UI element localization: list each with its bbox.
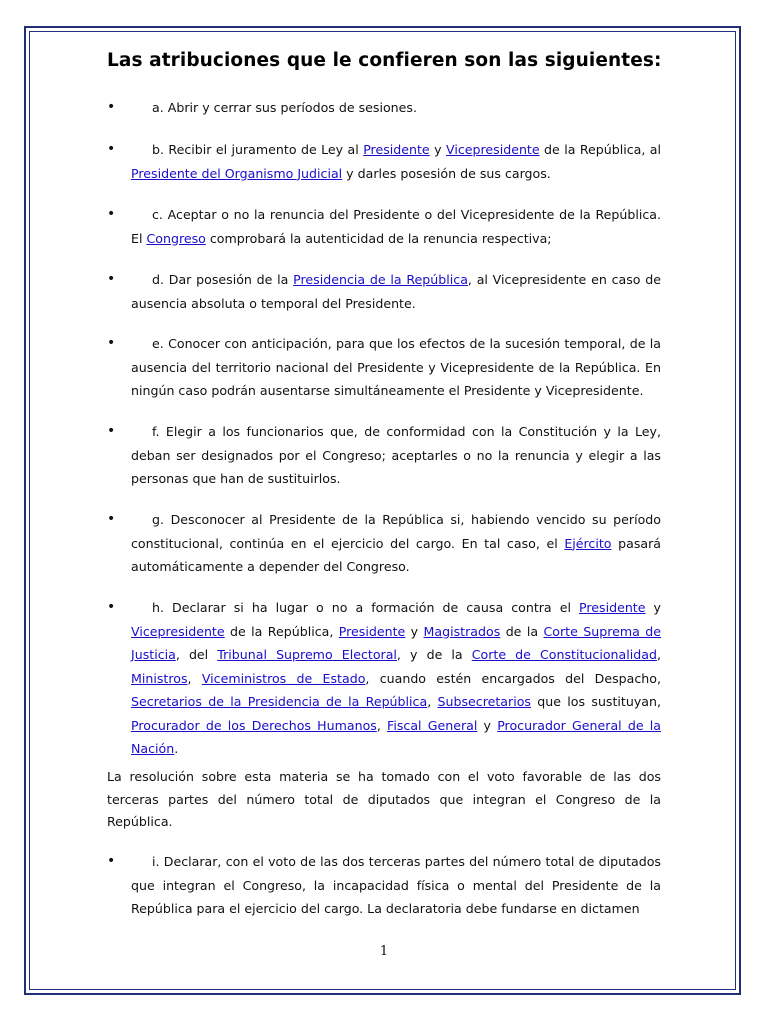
- list-item-text: a. Abrir y cerrar sus períodos de sesiones.: [152, 100, 417, 115]
- list-item-text: e. Conocer con anticipación, para que los efectos de la sucesión temporal, de la ausencia del territorio nacional del Presidente y Vicepresidente de la República. En ningún caso podrán ausentarse simultáneamente el Presidente y Vicepresidente.: [131, 336, 661, 398]
- bullet-icon: •: [107, 423, 116, 439]
- page-title: Las atribuciones que le confieren son las siguientes:: [107, 50, 662, 71]
- link-procurador-general[interactable]: Procurador General de la Nación: [131, 717, 661, 756]
- list-item-text: i. Declarar, con el voto de las dos terceras partes del número total de diputados que integran el Congreso, la incapacidad física o mental del Presidente de la República para el ejercicio del cargo. La declaratoria debe fundarse en dictamen: [131, 854, 661, 916]
- link-presidencia-republica[interactable]: Presidencia de la República: [293, 272, 468, 287]
- link-secretarios-presidencia[interactable]: Secretarios de la Presidencia de la República: [131, 694, 428, 709]
- bullet-icon: •: [107, 599, 116, 615]
- link-congreso[interactable]: Congreso: [146, 230, 206, 246]
- link-vicepresidente[interactable]: Vicepresidente: [445, 142, 540, 157]
- link-ejercito[interactable]: Ejército: [564, 535, 612, 551]
- link-corte-suprema[interactable]: Corte Suprema de Justicia: [131, 623, 661, 662]
- link-fiscal-general[interactable]: Fiscal General: [387, 717, 478, 733]
- link-corte-constitucionalidad[interactable]: Corte de Constitucionalidad: [471, 647, 657, 662]
- bullet-icon: •: [107, 335, 116, 351]
- bullet-icon: •: [107, 511, 116, 527]
- bullet-icon: •: [107, 853, 116, 869]
- link-viceministros[interactable]: Viceministros de Estado: [201, 670, 366, 686]
- link-subsecretarios[interactable]: Subsecretarios: [437, 694, 531, 709]
- link-procurador-derechos-humanos[interactable]: Procurador de los Derechos Humanos: [131, 717, 377, 733]
- bullet-icon: •: [107, 271, 116, 287]
- resolution-paragraph: La resolución sobre esta materia se ha tomado con el voto favorable de las dos terceras partes del número total de diputados que integran el Congreso de la República.: [107, 769, 661, 829]
- bullet-icon: •: [107, 141, 116, 157]
- list-item-text: h. Declarar si ha lugar o no a formación de causa contra el Presidente y Vicepresidente de la República, Presidente y Magistrados de la Corte Suprema de Justicia, del Tribunal Supremo Electoral, y de la Corte de Constitucionalidad, Ministros, Viceministros de Estado, cuando estén encargados del Despacho, Secretarios de la Presidencia de la República, Subsecretarios que los sustituyan, Procurador de los Derechos Humanos, Fiscal General y Procurador General de la Nación.: [131, 600, 662, 756]
- link-magistrados[interactable]: Magistrados: [423, 623, 501, 639]
- link-ministros[interactable]: Ministros: [131, 670, 188, 686]
- link-presidente[interactable]: Presidente: [363, 142, 430, 157]
- list-item-text: g. Desconocer al Presidente de la República si, habiendo vencido su período constitucional, continúa en el ejercicio del cargo. En tal caso, el Ejército pasará automáticamente a depender del Congreso.: [131, 512, 661, 574]
- link-vicepresidente[interactable]: Vicepresidente: [131, 623, 225, 639]
- link-presidente-organismo-judicial[interactable]: Presidente del Organismo Judicial: [131, 165, 343, 181]
- bullet-icon: •: [107, 99, 116, 115]
- list-item-text: d. Dar posesión de la Presidencia de la República, al Vicepresidente en caso de ausencia absoluta o temporal del Presidente.: [131, 272, 661, 311]
- link-tribunal-supremo-electoral[interactable]: Tribunal Supremo Electoral: [217, 647, 397, 662]
- link-presidente[interactable]: Presidente: [579, 600, 646, 615]
- page-number: 1: [379, 944, 389, 959]
- bullet-icon: •: [107, 206, 116, 222]
- list-item-text: c. Aceptar o no la renuncia del Presidente o del Vicepresidente de la República. El Congreso comprobará la autenticidad de la renuncia respectiva;: [131, 207, 661, 246]
- link-presidente[interactable]: Presidente: [338, 623, 406, 639]
- list-item-text: f. Elegir a los funcionarios que, de conformidad con la Constitución y la Ley, deban ser designados por el Congreso; aceptarles o no la renuncia y elegir a las personas que han de sustituirlos.: [131, 424, 661, 486]
- list-item-text: b. Recibir el juramento de Ley al Presidente y Vicepresidente de la República, al Presidente del Organismo Judicial y darles posesión de sus cargos.: [131, 142, 662, 181]
